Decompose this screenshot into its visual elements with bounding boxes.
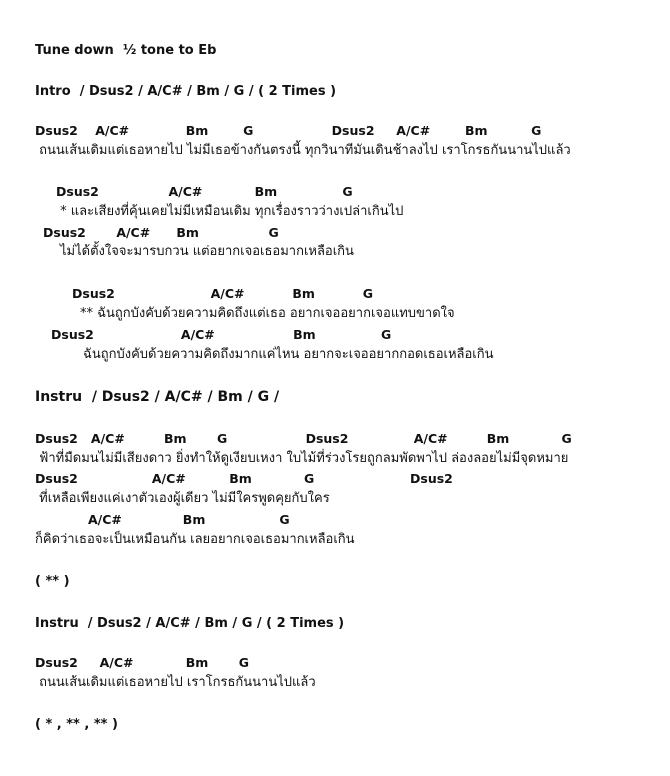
chord-line: Dsus2 A/C# Bm G xyxy=(51,327,392,342)
chord-line: Dsus2 A/C# Bm G Dsus2 xyxy=(35,471,453,486)
chord-line: Dsus2 A/C# Bm G Dsus2 A/C# Bm G xyxy=(35,431,572,446)
instrumental-line: Instru / Dsus2 / A/C# / Bm / G / ( 2 Times ) xyxy=(35,616,345,631)
chord-line: Dsus2 A/C# Bm G xyxy=(43,225,279,240)
chord-line: Dsus2 A/C# Bm G xyxy=(72,286,374,301)
lyric-line: ** ฉันถูกบังคับด้วยความคิดถึงแต่เธอ อยากเจออยากเจอแทบขาดใจ xyxy=(80,306,455,321)
chord-line: A/C# Bm G xyxy=(88,512,290,527)
lyric-line: ถนนเส้นเดิมแต่เธอหายไป เราโกรธกันนานไปแล้ว xyxy=(35,675,316,690)
intro-line: Intro / Dsus2 / A/C# / Bm / G / ( 2 Times ) xyxy=(35,84,337,99)
chord-line: Dsus2 A/C# Bm G xyxy=(56,184,353,199)
lyric-line: * และเสียงที่คุ้นเคยไม่มีเหมือนเดิม ทุกเรื่องราวว่างเปล่าเกินไป xyxy=(56,204,404,219)
repeat-marker: ( ** ) xyxy=(35,574,70,589)
chord-line: Dsus2 A/C# Bm G Dsus2 A/C# Bm G xyxy=(35,123,542,138)
repeat-marker: ( * , ** , ** ) xyxy=(35,717,118,732)
chord-line: Dsus2 A/C# Bm G xyxy=(35,655,249,670)
lyric-line: ฟ้าที่มืดมนไม่มีเสียงดาว ยิ่งทำให้ดูเงียบเหงา ใบไม้ที่ร่วงโรยถูกลมพัดพาไป ล่องลอยไม่มีจุดหมาย xyxy=(35,451,569,466)
instrumental-line: Instru / Dsus2 / A/C# / Bm / G / xyxy=(35,389,280,405)
lyric-line: ฉันถูกบังคับด้วยความคิดถึงมากแค่ไหน อยากจะเจออยากกอดเธอเหลือเกิน xyxy=(83,347,494,362)
lyric-line: ถนนเส้นเดิมแต่เธอหายไป ไม่มีเธอข้างกันตรงนี้ ทุกวินาทีมันเดินช้าลงไป เราโกรธกันนานไปแล้ว xyxy=(35,143,571,158)
lyric-line: ไม่ได้ตั้งใจจะมารบกวน แต่อยากเจอเธอมากเหลือเกิน xyxy=(60,244,354,259)
lyric-line: ก็คิดว่าเธอจะเป็นเหมือนกัน เลยอยากเจอเธอมากเหลือเกิน xyxy=(35,532,355,547)
lyric-line: ที่เหลือเพียงแค่เงาตัวเองผู้เดียว ไม่มีใครพูดคุยกับใคร xyxy=(35,491,330,506)
tuning-note: Tune down ½ tone to Eb xyxy=(35,43,217,58)
